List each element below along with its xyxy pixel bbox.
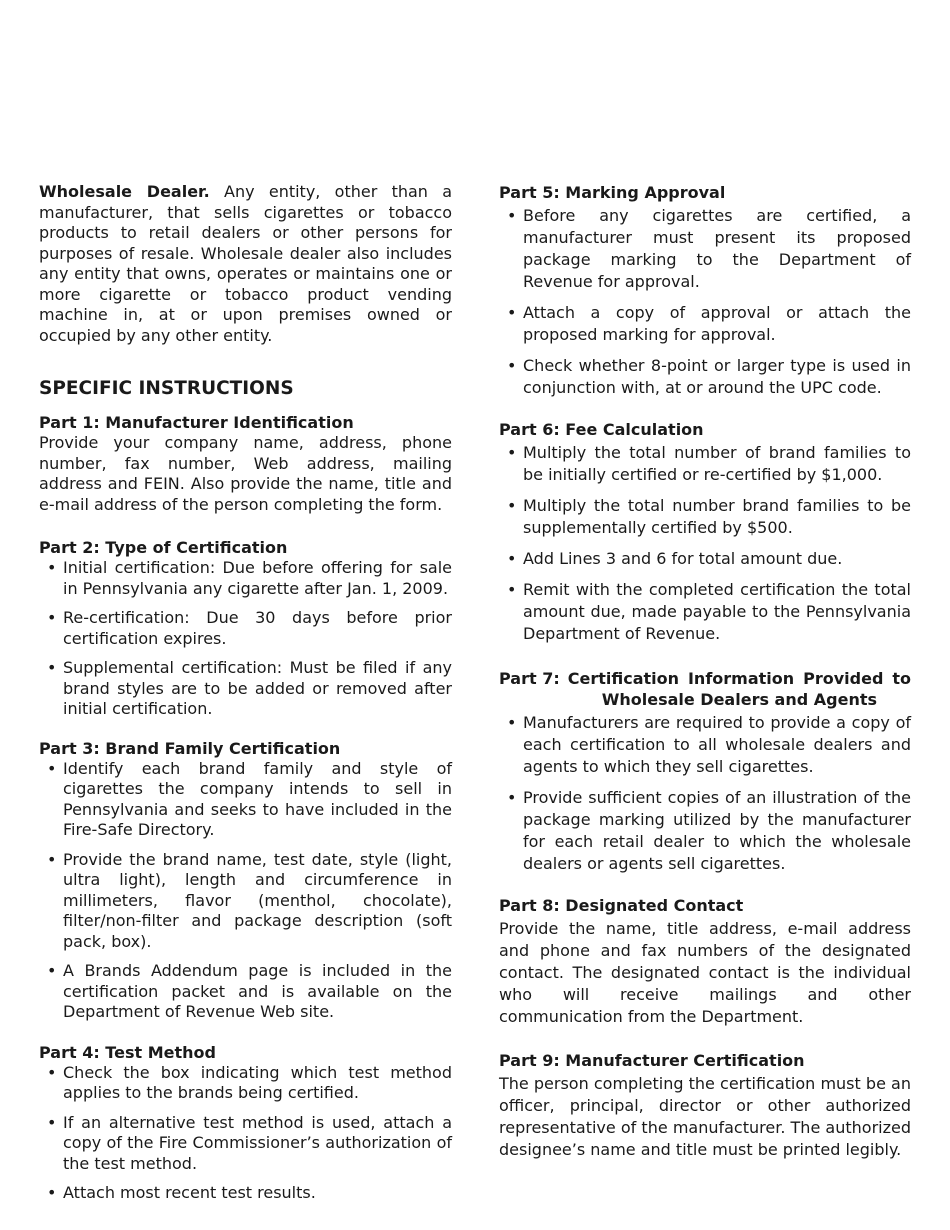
part7-heading <box>499 668 911 710</box>
part5-list <box>499 205 911 399</box>
right-column <box>499 182 911 1161</box>
wholesale-dealer-term: Wholesale Dealer. <box>39 182 210 201</box>
part7-list <box>499 712 911 875</box>
part9-text: The person completing the certification must be an officer, principal, director or other authorized representative of the manufacturer. The authorized designee’s name and title must be printed legibly. <box>499 1074 911 1159</box>
list-item: • A Brands Addendum page is included in the certification packet and is available on the Department of Revenue Web site. <box>47 961 452 1021</box>
part4-list <box>39 1063 452 1204</box>
wholesale-dealer-text: Any entity, other than a manufacturer, that sells cigarettes or tobacco products to retail dealers or other persons for purposes of resale. Wholesale dealer also includes any entity that owns, operates or maintains one or more cigarette or tobacco product vending machine in, at or upon premises owned or occupied by any other entity. <box>39 182 453 345</box>
list-item: • Attach a copy of approval or attach the proposed marking for approval. <box>507 303 911 344</box>
part3-heading: Part 3: Brand Family Certification <box>39 738 341 758</box>
list-item: • Identify each brand family and style of cigarettes the company intends to sell in Pennsylvania and seeks to have included in the Fire-Safe Directory. <box>47 758 452 839</box>
part7-number: Part 7: <box>499 669 560 688</box>
list-item: • Provide sufficient copies of an illustration of the package marking utilized by the manufacturer for each retail dealer to which the wholesale dealers or agents sell cigarettes. <box>507 788 911 873</box>
part9-heading: Part 9: Manufacturer Certification <box>499 1051 805 1070</box>
part8-text: Provide the name, title address, e-mail address and phone and fax numbers of the designated contact. The designated contact is the individual who will receive mailings and other communication from the Department. <box>499 919 911 1026</box>
list-item: • Multiply the total number brand families to be supplementally certified by $500. <box>507 496 911 537</box>
part7-heading-line1: Certification Information Provided to <box>567 669 911 688</box>
part6-heading: Part 6: Fee Calculation <box>499 420 704 439</box>
list-item: • Re-certification: Due 30 days before prior certification expires. <box>47 608 452 648</box>
list-item: • If an alternative test method is used, attach a copy of the Fire Commissioner’s authorization of the test method. <box>47 1112 452 1173</box>
list-item: • Attach most recent test results. <box>47 1183 316 1202</box>
part4-heading: Part 4: Test Method <box>39 1042 216 1062</box>
list-item: • Supplemental certification: Must be filed if any brand styles are to be added or removed after initial certification. <box>47 658 452 718</box>
list-item: • Multiply the total number of brand families to be initially certified or re-certified by $1,000. <box>507 443 911 484</box>
part7-heading-line2: Wholesale Dealers and Agents <box>601 690 878 709</box>
list-item: • Before any cigarettes are certified, a manufacturer must present its proposed package marking to the Department of Revenue for approval. <box>507 206 911 291</box>
list-item: • Provide the brand name, test date, style (light, ultra light), length and circumference in millimeters, flavor (menthol, chocolate), filter/non-filter and package description (soft pack, box). <box>47 849 452 951</box>
list-item: • Add Lines 3 and 6 for total amount due. <box>507 549 843 568</box>
part8-heading: Part 8: Designated Contact <box>499 896 744 915</box>
list-item: • Check whether 8-point or larger type is used in conjunction with, at or around the UPC code. <box>507 356 911 397</box>
part2-heading: Part 2: Type of Certification <box>39 538 288 557</box>
part2-list <box>39 558 452 720</box>
part3-list <box>39 759 452 1023</box>
part6-list <box>499 442 911 645</box>
part1-heading: Part 1: Manufacturer Identification <box>39 413 354 432</box>
wholesale-dealer-definition <box>39 182 452 346</box>
part5-heading: Part 5: Marking Approval <box>499 183 726 202</box>
list-item: • Initial certification: Due before offering for sale in Pennsylvania any cigarette after Jan. 1, 2009. <box>47 558 452 598</box>
list-item: • Check the box indicating which test method applies to the brands being certified. <box>47 1062 452 1102</box>
list-item: • Manufacturers are required to provide a copy of each certification to all wholesale dealers and agents to which they sell cigarettes. <box>507 713 911 776</box>
left-column <box>39 182 452 1204</box>
list-item: • Remit with the completed certification the total amount due, made payable to the Pennsylvania Department of Revenue. <box>507 580 911 643</box>
part1-text: Provide your company name, address, phone number, fax number, Web address, mailing address and FEIN. Also provide the name, title and e-mail address of the person completing the form. <box>39 433 452 514</box>
specific-instructions-title: SPECIFIC INSTRUCTIONS <box>39 378 294 399</box>
